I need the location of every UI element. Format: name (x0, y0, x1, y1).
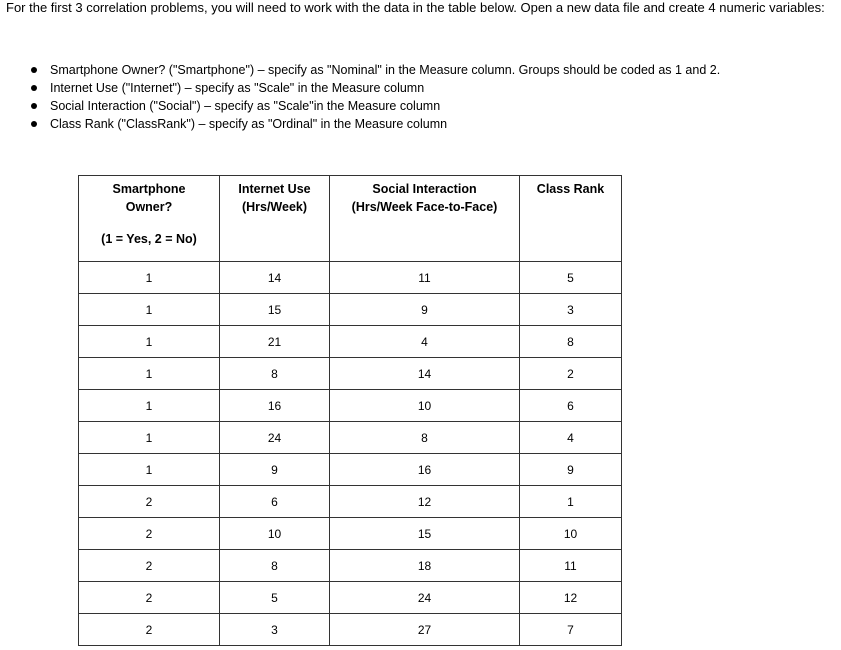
header-text: (Hrs/Week) (241, 200, 308, 214)
list-item (30, 81, 720, 99)
cell-internet: 10 (220, 518, 330, 550)
cell-internet: 5 (220, 582, 330, 614)
cell-internet: 16 (220, 390, 330, 422)
table-row (79, 358, 622, 390)
cell-smartphone: 1 (79, 326, 220, 358)
table-row (79, 326, 622, 358)
cell-smartphone: 2 (79, 582, 220, 614)
table-row (79, 486, 622, 518)
cell-social: 8 (330, 422, 520, 454)
bullet-icon (31, 67, 37, 73)
cell-smartphone: 1 (79, 454, 220, 486)
table-body (79, 262, 622, 646)
table-row (79, 454, 622, 486)
bullet-icon (31, 103, 37, 109)
cell-social: 12 (330, 486, 520, 518)
cell-rank: 1 (520, 486, 622, 518)
cell-rank: 9 (520, 454, 622, 486)
cell-internet: 21 (220, 326, 330, 358)
table-row (79, 294, 622, 326)
table-row (79, 614, 622, 646)
table-row (79, 422, 622, 454)
header-text: (Hrs/Week Face-to-Face) (351, 200, 498, 214)
cell-rank: 2 (520, 358, 622, 390)
header-class-rank (520, 176, 622, 262)
header-text: Smartphone (112, 182, 186, 196)
cell-smartphone: 2 (79, 486, 220, 518)
list-item (30, 63, 720, 81)
cell-internet: 14 (220, 262, 330, 294)
cell-social: 14 (330, 358, 520, 390)
table-row (79, 390, 622, 422)
cell-social: 11 (330, 262, 520, 294)
cell-social: 4 (330, 326, 520, 358)
header-smartphone-owner (79, 176, 220, 262)
cell-smartphone: 1 (79, 390, 220, 422)
header-social-interaction (330, 176, 520, 262)
variable-description: Social Interaction ("Social") – specify as "Scale"in the Measure column (50, 99, 441, 113)
cell-smartphone: 1 (79, 262, 220, 294)
header-text: Owner? (125, 200, 173, 214)
variable-description: Internet Use ("Internet") – specify as "Scale" in the Measure column (50, 81, 425, 95)
header-text: Social Interaction (372, 182, 477, 196)
cell-social: 24 (330, 582, 520, 614)
cell-rank: 7 (520, 614, 622, 646)
cell-rank: 5 (520, 262, 622, 294)
header-text: Class Rank (536, 182, 605, 196)
variable-description: Smartphone Owner? ("Smartphone") – specify as "Nominal" in the Measure column. Groups should be coded as 1 and 2. (50, 63, 721, 77)
bullet-icon (31, 85, 37, 91)
cell-smartphone: 1 (79, 294, 220, 326)
header-coding-note: (1 = Yes, 2 = No) (101, 232, 197, 246)
cell-internet: 6 (220, 486, 330, 518)
cell-rank: 3 (520, 294, 622, 326)
cell-smartphone: 2 (79, 518, 220, 550)
table-row (79, 518, 622, 550)
cell-social: 18 (330, 550, 520, 582)
cell-rank: 10 (520, 518, 622, 550)
table-row (79, 582, 622, 614)
data-table (78, 175, 622, 646)
cell-rank: 12 (520, 582, 622, 614)
cell-smartphone: 1 (79, 358, 220, 390)
cell-rank: 4 (520, 422, 622, 454)
header-internet-use (220, 176, 330, 262)
bullet-icon (31, 121, 37, 127)
cell-internet: 24 (220, 422, 330, 454)
table-row (79, 550, 622, 582)
cell-social: 27 (330, 614, 520, 646)
cell-smartphone: 2 (79, 550, 220, 582)
cell-rank: 8 (520, 326, 622, 358)
header-text: Internet Use (238, 182, 311, 196)
table-header-row (79, 176, 622, 262)
variable-description: Class Rank ("ClassRank") – specify as "Ordinal" in the Measure column (50, 117, 448, 131)
cell-internet: 15 (220, 294, 330, 326)
cell-social: 9 (330, 294, 520, 326)
cell-internet: 8 (220, 358, 330, 390)
cell-smartphone: 1 (79, 422, 220, 454)
cell-internet: 9 (220, 454, 330, 486)
cell-social: 10 (330, 390, 520, 422)
list-item (30, 99, 720, 117)
list-item (30, 117, 720, 135)
cell-smartphone: 2 (79, 614, 220, 646)
cell-rank: 11 (520, 550, 622, 582)
cell-social: 15 (330, 518, 520, 550)
variable-list (30, 63, 720, 135)
table-row (79, 262, 622, 294)
cell-internet: 8 (220, 550, 330, 582)
cell-internet: 3 (220, 614, 330, 646)
intro-paragraph: For the first 3 correlation problems, you will need to work with the data in the table below. Open a new data file and create 4 numeric variables: (6, 0, 825, 15)
cell-rank: 6 (520, 390, 622, 422)
cell-social: 16 (330, 454, 520, 486)
